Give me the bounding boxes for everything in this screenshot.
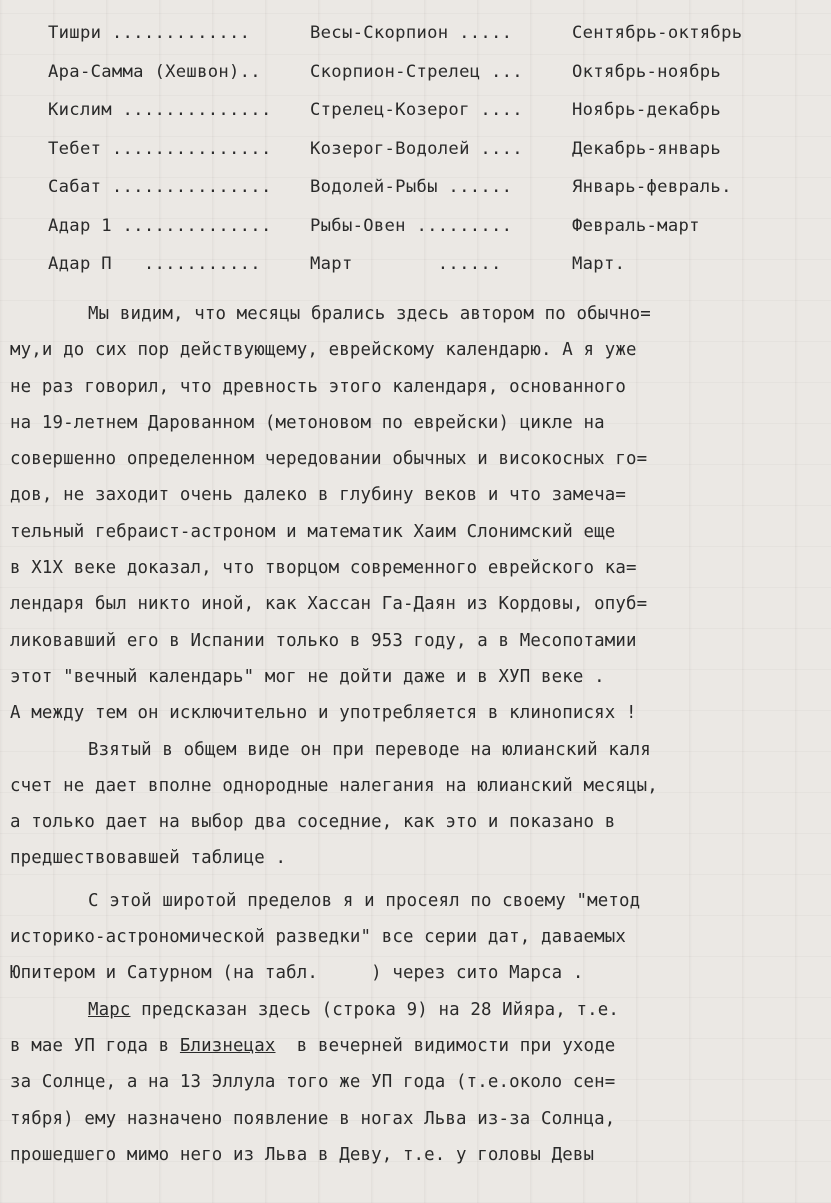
zodiac-signs: Водолей-Рыбы ...... (310, 177, 513, 198)
text-line: не раз говорил, что древность этого календаря, основанного (10, 376, 626, 397)
zodiac-signs: Рыбы-Овен ......... (310, 215, 513, 236)
month-name: Адар П ........... (48, 254, 272, 275)
month-name: Тишри ............. (48, 23, 251, 44)
table-row (48, 14, 808, 53)
julian-months: Декабрь-январь (572, 138, 722, 159)
text-line: ликовавший его в Испании только в 953 году, а в Месопотамии (10, 630, 637, 651)
text-line: счет не дает вполне однородные налегания на юлианский месяцы, (10, 775, 658, 796)
text-line: в Х1Х веке доказал, что творцом современного еврейского ка= (10, 558, 637, 579)
paragraph (10, 883, 800, 992)
text-line (10, 992, 800, 1028)
julian-months: Март. (572, 254, 626, 275)
text-line: му,и до сих пор действующему, еврейскому календарю. А я уже (10, 340, 637, 361)
month-name: Сабат ............... (48, 177, 272, 198)
text-line: прошедшего мимо него из Льва в Деву, т.е. у головы Девы (10, 1144, 595, 1165)
text-line: совершенно определенном чередовании обычных и високосных го= (10, 449, 648, 470)
text-line: этот "вечный календарь" мог не дойти даже и в ХУП веке . (10, 666, 605, 687)
zodiac-signs: Козерог-Водолей .... (310, 138, 523, 159)
zodiac-signs: Весы-Скорпион ..... (310, 23, 513, 44)
text-line: тельный гебраист-астроном и математик Хаим Слонимский еще (10, 521, 616, 542)
text-line: предшествовавшей таблице . (10, 848, 287, 869)
julian-months: Сентябрь-октябрь (572, 23, 743, 44)
month-name: Ара-Самма (Хешвон).. (48, 61, 261, 82)
table-row (48, 91, 808, 130)
zodiac-signs: Март ...... (310, 254, 502, 275)
text-line: тября) ему назначено появление в ногах Льва из-за Солнца, (10, 1108, 616, 1129)
table-row (48, 53, 808, 92)
text-line: Мы видим, что месяцы брались здесь автором по обычно= (88, 304, 651, 324)
julian-months: Октябрь-ноябрь (572, 61, 722, 82)
month-name: Кислим .............. (48, 100, 272, 121)
month-correspondence-table (48, 14, 808, 284)
text-span: в мае УП года в (10, 1035, 180, 1056)
text-line: а только дает на выбор два соседние, как это и показано в (10, 812, 616, 833)
paragraph (10, 732, 800, 877)
month-name: Тебет ............... (48, 138, 272, 159)
text-line: С этой широтой пределов я и просеял по своему "метод (88, 890, 641, 911)
zodiac-signs: Стрелец-Козерог .... (310, 100, 523, 121)
julian-months: Февраль-март (572, 215, 700, 236)
table-row (48, 207, 808, 246)
table-row (48, 245, 808, 284)
julian-months: Ноябрь-декабрь (572, 100, 722, 121)
text-line: А между тем он исключительно и употребляется в клинописях ! (10, 703, 637, 724)
text-line: на 19-летнем Дарованном (метоновом по еврейски) цикле на (10, 412, 605, 433)
table-row (48, 130, 808, 169)
text-line: историко-астрономической разведки" все серии дат, даваемых (10, 927, 626, 948)
paragraph (10, 992, 800, 1173)
underlined-word: Близнецах (179, 1035, 276, 1056)
paragraph (10, 296, 800, 732)
body-text (10, 296, 800, 1173)
text-span: в вечерней видимости при уходе (275, 1035, 616, 1056)
text-span: предсказан здесь (строка 9) на 28 Ийяра, т.е. (130, 999, 620, 1020)
month-name: Адар 1 .............. (48, 215, 272, 236)
text-line: лендаря был никто иной, как Хассан Га-Даян из Кордовы, опуб= (10, 594, 648, 615)
table-row (48, 168, 808, 207)
text-line (10, 1028, 800, 1064)
text-line: за Солнце, а на 13 Эллула того же УП года (т.е.около сен= (10, 1072, 616, 1093)
text-line: дов, не заходит очень далеко в глубину веков и что замеча= (10, 485, 626, 506)
zodiac-signs: Скорпион-Стрелец ... (310, 61, 523, 82)
text-line: Юпитером и Сатурном (на табл. ) через сито Марса . (10, 963, 584, 984)
underlined-word: Марс (88, 999, 131, 1020)
julian-months: Январь-февраль. (572, 177, 732, 198)
text-line: Взятый в общем виде он при переводе на юлианский каля (88, 739, 651, 760)
